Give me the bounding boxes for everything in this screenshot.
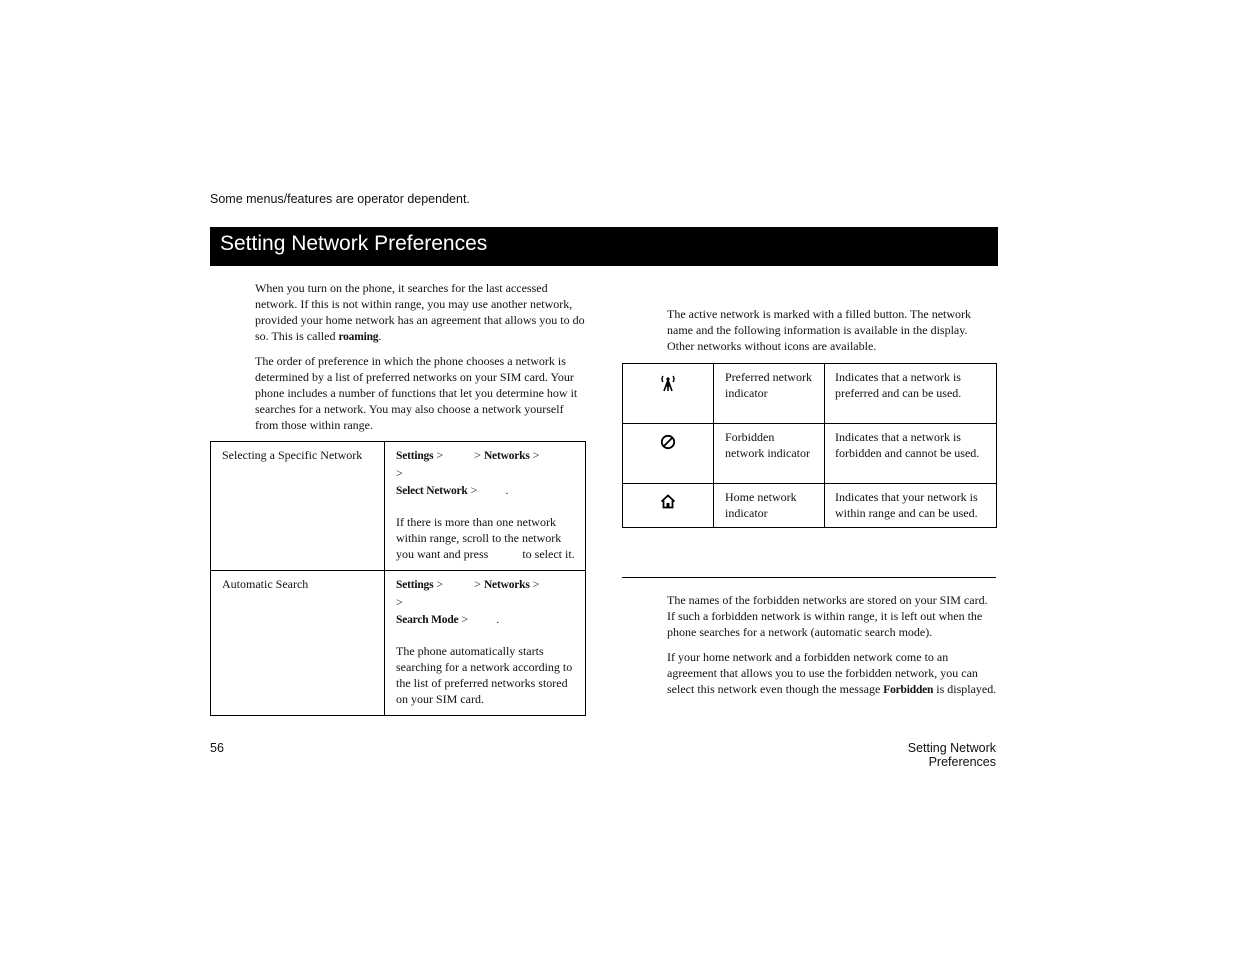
menu-sep: > xyxy=(461,612,469,626)
menu-end: . xyxy=(496,612,500,626)
indicator-description: Indicates that a network is forbidden and cannot be used. xyxy=(825,424,997,484)
menu-sep: > xyxy=(436,448,444,462)
intro-paragraph-1 xyxy=(255,280,585,345)
page-number: 56 xyxy=(210,741,224,755)
table-row xyxy=(211,571,586,716)
forbidden-paragraph-2 xyxy=(667,649,997,698)
automatic-search-description: The phone automatically starts searching for a network according to the list of preferred networks stored on your SIM card. xyxy=(396,644,573,706)
menu-settings: Settings xyxy=(396,579,434,591)
indicator-description: Indicates that a network is preferred and can be used. xyxy=(825,364,997,424)
indicator-icon-cell xyxy=(623,364,714,424)
menu-sep: > xyxy=(396,595,403,609)
menu-sep: > xyxy=(532,448,540,462)
forbidden-p2-end: is displayed. xyxy=(933,682,997,696)
network-indicator-table xyxy=(622,363,997,528)
menu-search-mode: Search Mode xyxy=(396,614,459,626)
menu-sep: > xyxy=(474,448,481,462)
page-title: Setting Network Preferences xyxy=(220,232,488,255)
menu-sep: > xyxy=(436,577,444,591)
menu-sep: > xyxy=(532,577,540,591)
indicator-description: Indicates that your network is within range and can be used. xyxy=(825,484,997,528)
title-bar xyxy=(210,227,998,266)
menu-end: . xyxy=(505,483,509,497)
intro-p1-end: . xyxy=(378,329,382,343)
forbidden-paragraph-1: The names of the forbidden networks are stored on your SIM card. If such a forbidden network is within range, it is left out when the phone searches for a network (automatic search mode). xyxy=(667,593,988,639)
section-divider xyxy=(622,577,996,578)
menu-sep: > xyxy=(470,483,478,497)
indicator-name: Preferred network indicator xyxy=(714,364,825,424)
home-icon xyxy=(660,494,676,509)
roaming-term: roaming xyxy=(338,331,379,343)
table-row xyxy=(623,424,997,484)
forbidden-icon xyxy=(660,434,676,450)
forbidden-term: Forbidden xyxy=(883,684,934,696)
intro-text xyxy=(255,280,585,433)
table-row xyxy=(623,484,997,528)
antenna-icon xyxy=(660,374,676,392)
select-network-instructions xyxy=(396,514,575,562)
indicator-name: Forbidden network indicator xyxy=(714,424,825,484)
instructions-text: If there is more than one network within range, scroll to the network you want and press xyxy=(396,515,562,561)
menu-networks: Networks xyxy=(483,450,530,462)
menu-settings: Settings xyxy=(396,450,434,462)
function-description xyxy=(385,571,586,716)
table-row xyxy=(211,442,586,571)
intro-p1-text: When you turn on the phone, it searches for the last accessed network. If this is not within range, you may use another network, provided your home network has an agreement that allows you to do so. This is called xyxy=(255,281,585,343)
function-description xyxy=(385,442,586,571)
forbidden-p2-text: If your home network and a forbidden network come to an agreement that allows you to use the forbidden network, you can select this network even though the message xyxy=(667,650,978,696)
menu-sep: > xyxy=(396,466,403,480)
menu-sep: > xyxy=(474,577,481,591)
menu-path xyxy=(396,576,575,629)
menu-path xyxy=(396,447,575,500)
instructions-end: to select it. xyxy=(522,547,575,561)
function-label: Automatic Search xyxy=(211,571,385,716)
indicator-icon-cell xyxy=(623,484,714,528)
network-functions-table xyxy=(210,441,586,716)
footer-section-title: Setting Network Preferences xyxy=(907,741,996,769)
function-label: Selecting a Specific Network xyxy=(211,442,385,571)
forbidden-networks-text xyxy=(667,592,997,698)
intro-paragraph-2: The order of preference in which the phone chooses a network is determined by a list of preferred networks on your SIM card. Your phone includes a number of functions that let you determine how it searches for a network. You may also choose a network yourself from those within range. xyxy=(255,354,578,432)
operator-note: Some menus/features are operator dependent. xyxy=(210,192,470,206)
table-row xyxy=(623,364,997,424)
indicator-name: Home network indicator xyxy=(714,484,825,528)
menu-select-network: Select Network xyxy=(396,485,468,497)
menu-networks: Networks xyxy=(483,579,530,591)
active-network-note: The active network is marked with a filled button. The network name and the following information is available in the display. Other networks without icons are available. xyxy=(667,307,972,353)
indicator-icon-cell xyxy=(623,424,714,484)
